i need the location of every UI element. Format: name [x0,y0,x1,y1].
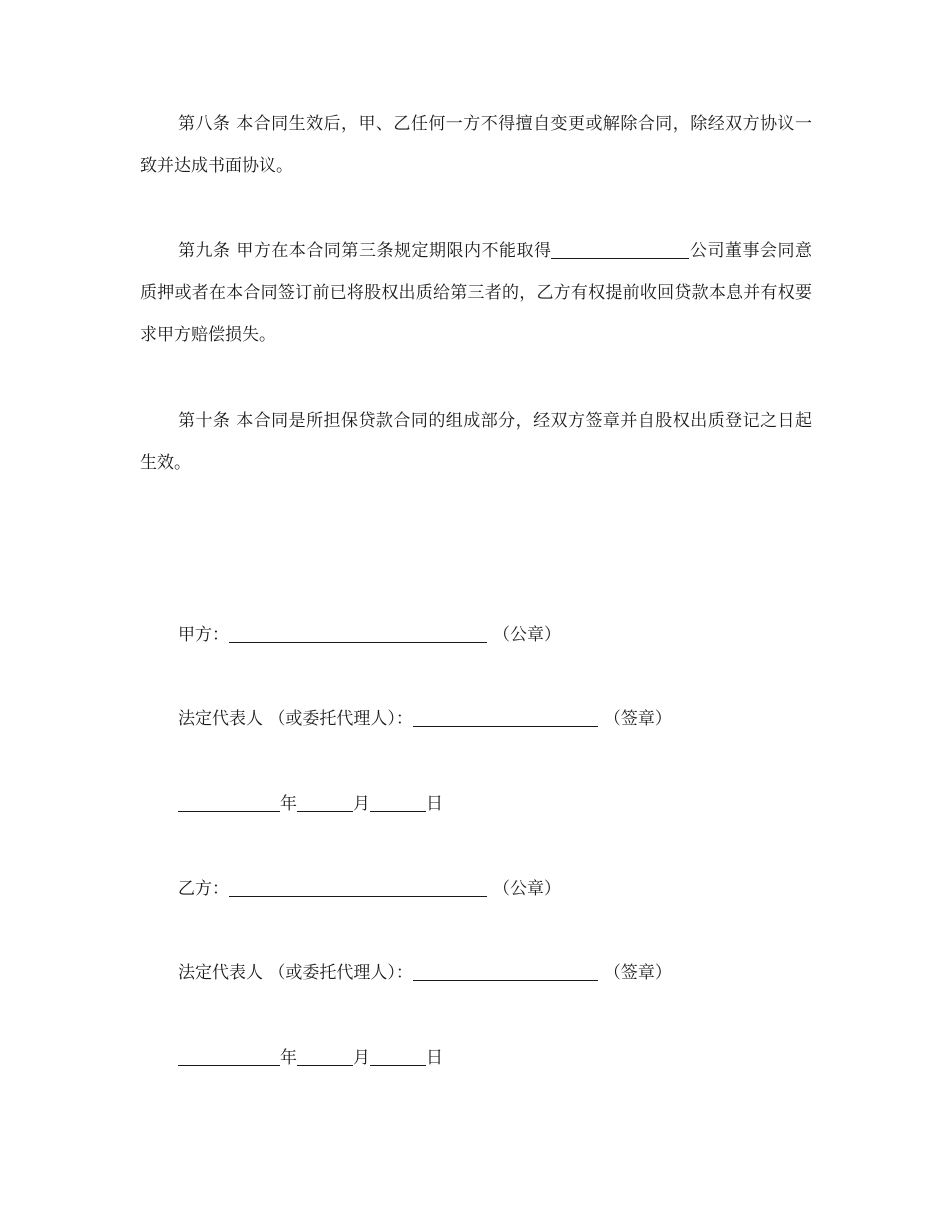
rep-a-label: 法定代表人 （或委托代理人）： [178,709,413,729]
clause-10 [140,400,812,484]
rep-b-seal-label: （签章） [603,963,672,983]
date-a-month-blank[interactable] [297,793,353,812]
clause-8-text: 第八条 本合同生效后，甲、乙任何一方不得擅自变更或解除合同，除经双方协议一致并达成书面协议。 [140,114,812,176]
party-a-seal-label: （公章） [493,625,561,645]
date-a-year-blank[interactable] [178,793,280,812]
party-b-signature-line [178,877,561,901]
date-b-day-blank[interactable] [370,1047,426,1066]
date-b-year-label: 年 [280,1048,297,1068]
party-b-blank[interactable] [229,878,487,897]
party-a-signature-line [178,623,561,647]
clause-10-text: 第十条 本合同是所担保贷款合同的组成部分，经双方签章并自股权出质登记之日起生效。 [140,411,812,473]
date-b-line [178,1046,443,1070]
rep-b-label: 法定代表人 （或委托代理人）： [178,963,413,983]
date-a-day-label: 日 [426,794,443,814]
party-a-label: 甲方： [178,625,229,645]
rep-a-signature-line [178,707,672,731]
party-b-label: 乙方： [178,879,229,899]
date-b-month-blank[interactable] [297,1047,353,1066]
rep-b-signature-line [178,961,672,985]
rep-a-blank[interactable] [413,708,598,727]
date-a-year-label: 年 [280,794,297,814]
company-name-blank[interactable] [551,240,689,259]
date-a-month-label: 月 [353,794,370,814]
date-b-year-blank[interactable] [178,1047,280,1066]
clause-9 [140,230,812,356]
party-b-seal-label: （公章） [493,879,561,899]
rep-a-seal-label: （签章） [603,709,672,729]
date-b-month-label: 月 [353,1048,370,1068]
clause-9-text-after: 公司董事会同意质押或者在本合同签订前已将股权出质给第三者的，乙方有权提前收回贷款本息并有权要求甲方赔偿损失。 [140,241,813,345]
date-a-line [178,792,443,816]
clause-9-text-before: 第九条 甲方在本合同第三条规定期限内不能取得 [178,241,552,261]
rep-b-blank[interactable] [413,962,598,981]
date-a-day-blank[interactable] [370,793,426,812]
clause-8 [140,103,812,187]
date-b-day-label: 日 [426,1048,443,1068]
party-a-blank[interactable] [229,624,487,643]
